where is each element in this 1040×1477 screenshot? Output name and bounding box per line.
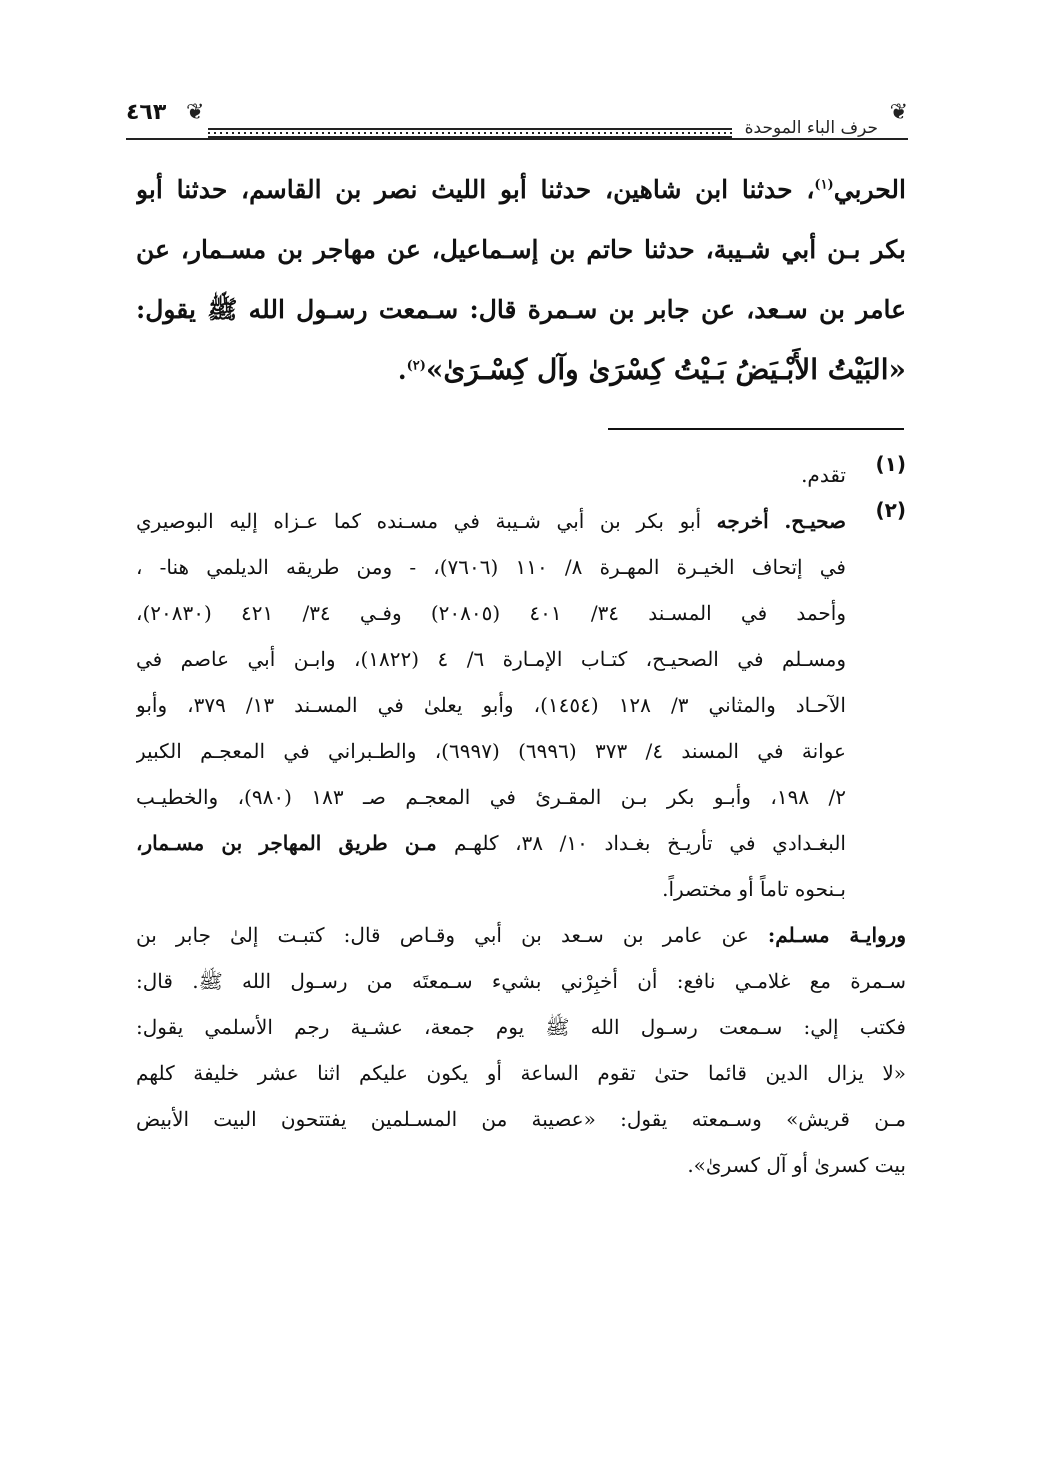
- main-line-4-end: .: [397, 356, 407, 385]
- footnote-1-number: (١): [875, 452, 906, 476]
- running-title: حرف الباء الموحدة: [744, 118, 878, 138]
- narration-line-3: فكتب إلي: سـمعت رسـول الله ﷺ يوم جمعة، عشـية رجم الأسلمي يقول:: [136, 1015, 906, 1039]
- main-line-3: عامر بن سـعد، عن جابر بن سـمرة قال: سـمعت رسـول الله ﷺ يقول:: [136, 295, 906, 324]
- main-line-4: [136, 340, 906, 400]
- footnote-2-line-6: عوانة في المسند ٤/ ٣٧٣ (٦٩٩٦) (٦٩٩٧)، والطـبراني في المعجـم الكبير: [136, 739, 846, 763]
- narration-line-6: بيت كسرىٰ أو آل كسرىٰ».: [687, 1153, 906, 1177]
- narration-line-5: مـن قريش» وسـمعته يقول: «عصيبة من المسـلمين يفتتحون البيت الأبيض: [136, 1107, 906, 1131]
- footnote-2-line-2: في إتحاف الخيـرة المهـرة ٨/ ١١٠ (٧٦٠٦)، - ومن طريقه الديلمي هنا- ،: [136, 555, 846, 579]
- footnote-1-text: تقدم.: [801, 463, 846, 487]
- main-line-1b: ، حدثنا ابن شاهين، حدثنا أبو الليث نصر بن القاسم، حدثنا أبو: [136, 175, 815, 204]
- main-line-1: [136, 160, 906, 220]
- footnote-2-number: (٢): [875, 498, 906, 522]
- narration-line-1: وروايـة مسـلم: عن عامر بن سـعد بن أبي وقـاص قال: كتبـت إلىٰ جابر بن: [136, 923, 906, 947]
- ornament-right-icon: ❦: [889, 100, 908, 125]
- narration-label: وروايـة مسـلم:: [767, 923, 906, 947]
- narration-line-2: سـمرة مع غلامـي نافع: أن أخبِرْني بشيء سـمعتَه من رسـول الله ﷺ. قال:: [136, 969, 906, 993]
- page-header: [126, 98, 908, 142]
- footnote-2-bold-tail: مـن طريق المهاجر بن مسـمار،: [136, 831, 454, 855]
- footnote-2-line-8: البغـدادي في تأريـخ بغـداد ١٠/ ٣٨، كلهـم مـن طريق المهاجر بن مسـمار،: [136, 831, 846, 855]
- footnote-1: [136, 452, 906, 498]
- footnote-separator: [608, 428, 904, 430]
- narration-line-4: «لا يزال الدين قائما حتىٰ تقوم الساعة أو يكون عليكم اثنا عشر خليفة كلهم: [136, 1061, 906, 1085]
- footnote-2-line-5: الآحـاد والمثاني ٣/ ١٢٨ (١٤٥٤)، وأبو يعلىٰ في المسـند ١٣/ ٣٧٩، وأبو: [136, 693, 846, 717]
- footnote-2-line-7: ٢/ ١٩٨، وأبـو بكر بـن المقـرئ في المعجـم صـ ١٨٣ (٩٨٠)، والخطيـب: [136, 785, 846, 809]
- footnote-2: [136, 498, 906, 912]
- main-line-1a: الحربي: [833, 175, 906, 204]
- footnote-2-lead: أخرجه: [716, 509, 769, 533]
- main-text: [136, 160, 906, 400]
- main-line-2: بكر بـن أبي شـيبة، حدثنا حاتم بن إسـماعيل، عن مهاجر بن مسـمار، عن: [136, 235, 906, 264]
- header-decorative-rule: [208, 128, 732, 138]
- footnote-2-line-4: ومسـلم في الصحيـح، كتـاب الإمـارة ٦/ ٤ (١٨٢٢)، وابـن أبي عاصم في: [136, 647, 846, 671]
- footnote-2-line-1: صحيـح. أخرجه أبو بكر بن أبي شـيبة في مسـنده كما عـزاه إليه البوصيري: [136, 509, 846, 533]
- footnote-ref-2[interactable]: (٢): [406, 358, 426, 374]
- page-number: ٤٦٣: [126, 100, 167, 125]
- footnote-ref-1[interactable]: (١): [814, 177, 834, 193]
- footnotes: [136, 452, 906, 1188]
- hadith-quote: «البَيْتُ الأَبْـيَضُ بَـيْتُ كِسْرَىٰ وآل كِسْـرَىٰ»: [425, 353, 906, 386]
- ornament-left-icon: ❦: [186, 100, 205, 125]
- footnote-2-line-9: بـنحوه تاماً أو مختصراً.: [662, 877, 846, 901]
- footnote-2-line-3: وأحمد في المسـند ٣٤/ ٤٠١ (٢٠٨٠٥) وفـي ٣٤/ ٤٢١ (٢٠٨٣٠)،: [136, 601, 846, 625]
- footnote-2-grade: صحيـح.: [784, 509, 846, 533]
- header-rule: [126, 138, 908, 140]
- narration-block: [136, 912, 906, 1188]
